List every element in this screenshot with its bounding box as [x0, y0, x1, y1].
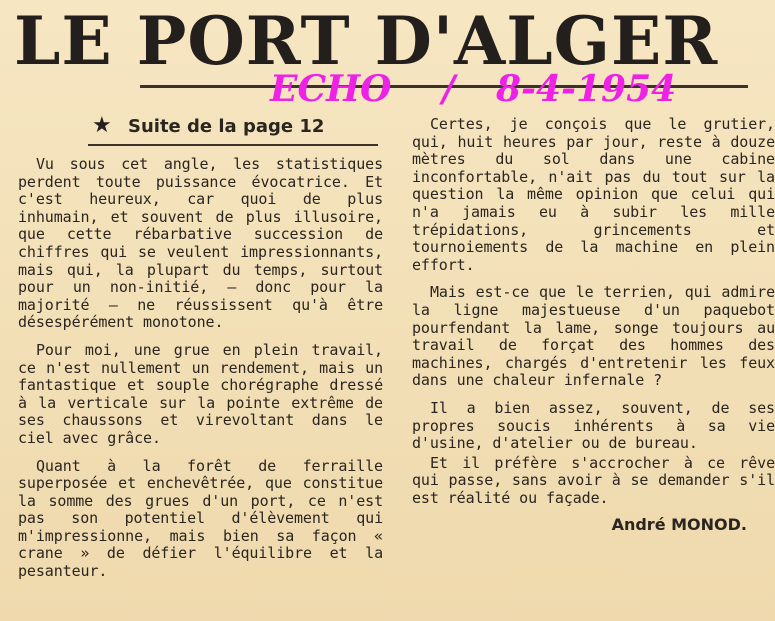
- continuation-rule: [88, 144, 378, 146]
- stamp-date: 8-4-1954: [496, 68, 677, 110]
- paragraph: Pour moi, une grue en plein travail, ce n'est nullement un rendement, mais un fantastique et souple chorégraphe dressé à la verticale sur la pointe extrême de ses chaussons et virevoltant dans le ciel avec grâce.: [18, 340, 383, 447]
- continuation-heading: [18, 112, 383, 142]
- stamp-source: ECHO: [270, 68, 392, 110]
- source-stamp: [270, 64, 730, 114]
- continuation-label: Suite de la page 12: [128, 116, 325, 137]
- paragraph: Certes, je conçois que le grutier, qui, huit heures par jour, reste à douze mètres du sol dans une cabine inconfortable, n'ait pas du tout sur la question la même opinion que celui qui n'a jamais eu à subir les mille trépidations, grincements et tournoiements de la machine en plein effort.: [412, 115, 775, 274]
- left-column: [18, 112, 383, 581]
- paragraph: Quant à la forêt de ferraille superposée et enchevêtrée, que constitue la somme des grues d'un port, ce n'est pas son potentiel d'élèvement qui m'impressionne, mais bien sa façon « crane » de défier l'équilibre et la pesanteur.: [18, 456, 383, 581]
- paragraph: Mais est-ce que le terrien, qui admire la ligne majestueuse d'un paquebot pourfendant la lame, songe toujours au travail de forçat des hommes des machines, chargés d'entretenir les feux dans une chaleur infernale ?: [412, 283, 775, 390]
- right-column: [412, 112, 775, 507]
- author-signature: André MONOD.: [611, 515, 747, 534]
- paragraph: Il a bien assez, souvent, de ses propres soucis inhérents à sa vie d'usine, d'atelier ou de bureau.: [412, 398, 775, 453]
- star-icon: ★: [92, 113, 112, 138]
- paragraph: Vu sous cet angle, les statistiques perdent toute puissance évocatrice. Et c'est heureux, car quoi de plus inhumain, et souvent de plus illusoire, que cette rébarbative succession de chiffres qui se veulent impressionnants, mais qui, la plupart du temps, surtout pour un non-initié, — donc pour la majorité — ne réussissent qu'à être désespérément monotone.: [18, 155, 383, 332]
- headline: LE PORT D'ALGER: [14, 2, 719, 80]
- stamp-separator: /: [442, 68, 456, 110]
- paragraph: Et il préfère s'accrocher à ce rêve qui passe, sans avoir à se demander s'il est réalité ou façade.: [412, 453, 775, 507]
